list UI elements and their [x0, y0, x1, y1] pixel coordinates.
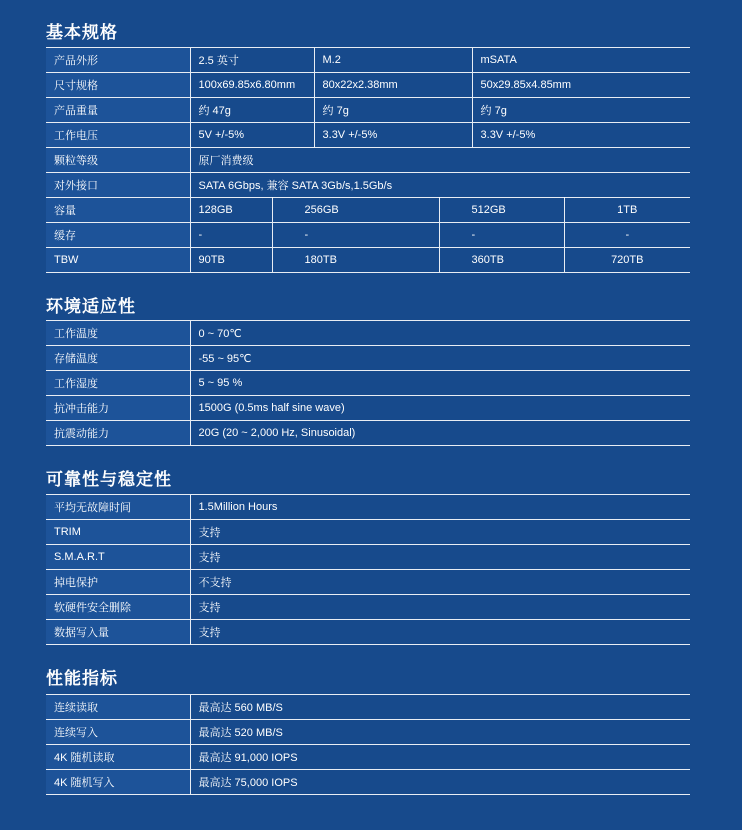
reliability-spec-table: [46, 494, 690, 645]
section-title-basic: 基本规格: [46, 23, 118, 42]
table-row: [46, 346, 690, 371]
row-label: 对外接口: [46, 173, 190, 198]
row-label: 4K 随机写入: [46, 770, 190, 795]
cell-2-5-inch: 2.5 英寸: [190, 48, 314, 73]
row-label: TRIM: [46, 520, 190, 545]
cell-value: 80x22x2.38mm: [314, 73, 472, 98]
cell-value: 最高达 91,000 IOPS: [190, 745, 690, 770]
table-row-tbw: [46, 248, 690, 273]
cell-value: 720TB: [564, 248, 690, 273]
cell-value: 支持: [190, 595, 690, 620]
cell-value: 最高达 75,000 IOPS: [190, 770, 690, 795]
cell-value: -: [564, 223, 690, 248]
cell-value: -: [190, 223, 272, 248]
cell-value: 0 ~ 70℃: [190, 321, 690, 346]
row-label: 数据写入量: [46, 620, 190, 645]
row-label: 颗粒等级: [46, 148, 190, 173]
table-row: [46, 520, 690, 545]
cell-value: 1TB: [564, 198, 690, 223]
cell-value: SATA 6Gbps, 兼容 SATA 3Gb/s,1.5Gb/s: [190, 173, 690, 198]
row-label: 工作湿度: [46, 371, 190, 396]
table-row: [46, 595, 690, 620]
table-row: [46, 545, 690, 570]
row-label: 软硬件安全删除: [46, 595, 190, 620]
table-row-capacity: [46, 198, 690, 223]
row-label: TBW: [46, 248, 190, 273]
table-row: [46, 421, 690, 446]
row-label: 存储温度: [46, 346, 190, 371]
row-label: 抗冲击能力: [46, 396, 190, 421]
cell-value: 支持: [190, 520, 690, 545]
row-label: 工作温度: [46, 321, 190, 346]
table-row: [46, 745, 690, 770]
table-row-voltage: [46, 123, 690, 148]
cell-value: 约 7g: [314, 98, 472, 123]
row-label: 4K 随机读取: [46, 745, 190, 770]
cell-value: 50x29.85x4.85mm: [472, 73, 690, 98]
row-label: 容量: [46, 198, 190, 223]
row-label: 产品重量: [46, 98, 190, 123]
cell-value: 约 47g: [190, 98, 314, 123]
table-row-flash-grade: [46, 148, 690, 173]
basic-spec-table: [46, 47, 690, 273]
row-label: 平均无故障时间: [46, 495, 190, 520]
row-label: 连续写入: [46, 720, 190, 745]
table-row: [46, 620, 690, 645]
cell-value: -: [439, 223, 564, 248]
table-row-interface: [46, 173, 690, 198]
env-spec-table: [46, 320, 690, 446]
cell-value: 支持: [190, 545, 690, 570]
table-row: [46, 371, 690, 396]
cell-value: 128GB: [190, 198, 272, 223]
cell-value: 512GB: [439, 198, 564, 223]
cell-value: 约 7g: [472, 98, 690, 123]
cell-value: 5 ~ 95 %: [190, 371, 690, 396]
table-row: [46, 321, 690, 346]
cell-value: 180TB: [272, 248, 439, 273]
row-label: 连续读取: [46, 695, 190, 720]
cell-value: 360TB: [439, 248, 564, 273]
table-row-form-factor: [46, 48, 690, 73]
cell-value: 90TB: [190, 248, 272, 273]
cell-value: 原厂消费级: [190, 148, 690, 173]
cell-msata: mSATA: [472, 48, 690, 73]
table-row: [46, 695, 690, 720]
cell-value: -55 ~ 95℃: [190, 346, 690, 371]
section-title-perf: 性能指标: [46, 669, 118, 688]
table-row: [46, 570, 690, 595]
row-label: 产品外形: [46, 48, 190, 73]
section-title-reliability: 可靠性与稳定性: [46, 470, 172, 489]
cell-value: 最高达 560 MB/S: [190, 695, 690, 720]
row-label: 工作电压: [46, 123, 190, 148]
row-label: S.M.A.R.T: [46, 545, 190, 570]
cell-value: 最高达 520 MB/S: [190, 720, 690, 745]
cell-value: 支持: [190, 620, 690, 645]
section-title-env: 环境适应性: [46, 297, 136, 316]
cell-value: 不支持: [190, 570, 690, 595]
cell-value: 1.5Million Hours: [190, 495, 690, 520]
perf-spec-table: [46, 694, 690, 795]
table-row-weight: [46, 98, 690, 123]
table-row: [46, 396, 690, 421]
cell-value: 5V +/-5%: [190, 123, 314, 148]
cell-m2: M.2: [314, 48, 472, 73]
cell-value: 3.3V +/-5%: [472, 123, 690, 148]
cell-value: 20G (20 ~ 2,000 Hz, Sinusoidal): [190, 421, 690, 446]
row-label: 尺寸规格: [46, 73, 190, 98]
row-label: 掉电保护: [46, 570, 190, 595]
table-row: [46, 770, 690, 795]
cell-value: 256GB: [272, 198, 439, 223]
row-label: 缓存: [46, 223, 190, 248]
table-row: [46, 720, 690, 745]
cell-value: 3.3V +/-5%: [314, 123, 472, 148]
table-row: [46, 495, 690, 520]
row-label: 抗震动能力: [46, 421, 190, 446]
cell-value: 100x69.85x6.80mm: [190, 73, 314, 98]
cell-value: -: [272, 223, 439, 248]
table-row-cache: [46, 223, 690, 248]
table-row-dimensions: [46, 73, 690, 98]
cell-value: 1500G (0.5ms half sine wave): [190, 396, 690, 421]
